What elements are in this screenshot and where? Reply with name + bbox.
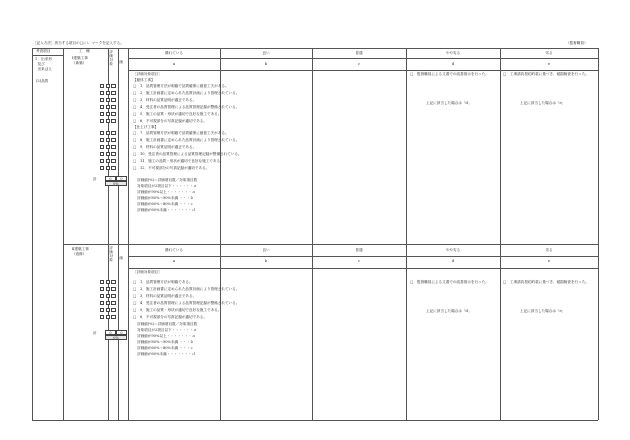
s1-item-11: □ 11．施工の品質・形状が適切で良好な施工である。	[133, 159, 224, 163]
s1-checks-9[interactable]	[100, 145, 116, 149]
s1-formula-3: 評価値が80%～90%未満 ・・・ｂ	[137, 196, 194, 200]
section1-label: Ⅰ建築工事 （新築）	[72, 56, 88, 65]
s1-checks-10[interactable]	[100, 152, 116, 156]
s1-item-6: □ 6．不可視部分の写真記録が適切である。	[133, 119, 207, 123]
s2-formula-2: 評価値が90%以上・・・・・・・ａ	[137, 334, 196, 338]
s2-checks-1[interactable]	[100, 280, 116, 284]
s2-formula-0: 評価値(%)＝評価項目数／対象項目数	[137, 322, 198, 326]
s2-tally-label: 計	[93, 331, 97, 335]
s2-formula-4: 評価値が60%～80%未満 ・・・ｃ	[137, 346, 194, 350]
level-poor-2: やや劣る	[445, 248, 461, 252]
instruction-text: ［記入方法］該当する項目の□にレ マークを記入する。	[33, 41, 124, 45]
s2-checks-3[interactable]	[100, 294, 116, 298]
level-excellent-2: 優れている	[165, 248, 183, 252]
level-good-2: 良い	[262, 248, 270, 252]
section2-label: Ⅱ建築工事 （改修）	[72, 247, 89, 256]
s1-checks-12[interactable]	[100, 166, 116, 170]
col-head-item: 考査項目	[36, 49, 51, 53]
level-excellent-1: 優れている	[165, 51, 183, 55]
s1-checks-8[interactable]	[100, 138, 116, 142]
level-normal-1: 普通	[355, 51, 363, 55]
s2-tally-b: 0	[116, 330, 127, 335]
s2-d-check[interactable]: □ 監督職員による文書での改善指示を行った。	[410, 280, 489, 284]
s2-checks-5[interactable]	[100, 308, 116, 312]
s1-item-3: □ 3．材料の品質証明が適正である。	[133, 98, 197, 102]
code-d-2: d	[451, 259, 455, 263]
s2-tally-pct: 0%	[105, 335, 127, 340]
s1-item-10: □ 10．受注者の品質管理による品質管理記録が整備されている。	[133, 152, 242, 156]
s2-formula-5: 評価値が60%未満・・・・・・・ｄ	[137, 352, 196, 356]
s1-checks-5[interactable]	[100, 112, 116, 116]
s1-item-4: □ 4．受注者の品質管理による品質管理記録が整備されている。	[133, 105, 240, 109]
s2-e-check[interactable]: □ 工事請負契約約款に基づき、破損検査を行った。	[503, 280, 589, 284]
s1-tally-a: 0	[105, 176, 116, 181]
s2-e-note: 上記に該当した場合は「e」	[520, 309, 566, 313]
code-a-1: a	[172, 62, 176, 66]
s1-formula-2: 評価値が90%以上・・・・・・・ａ	[137, 190, 196, 194]
item-quality: (2)品質	[36, 79, 49, 83]
s1-formula-4: 評価値が60%～80%未満 ・・・ｃ	[137, 202, 194, 206]
s2-tally-a: 0	[105, 330, 116, 335]
code-a-2: a	[172, 259, 176, 263]
eval-target-label-1: 評価対象	[109, 50, 113, 66]
s2-formula-3: 評価値が80%～90%未満 ・・・ｂ	[137, 340, 194, 344]
s1-formula-1: 対象項目が2項目以下・・・・・・ａ	[137, 184, 197, 188]
s2-item-6: □ 6．不可視部分の写真記録が適切である。	[133, 315, 207, 319]
s1-sub1: 【躯体工事】	[133, 78, 155, 82]
s2-item-3: □ 3．材料の品質証明が適正である。	[133, 294, 197, 298]
code-e-1: e	[547, 62, 551, 66]
s1-checks-2[interactable]	[100, 91, 116, 95]
supervisor-label: （監督職員）	[566, 41, 588, 45]
s1-d-check[interactable]: □ 監督職員による文書での改善指示を行った。	[410, 72, 489, 76]
eval-target-label-2: 評価対象	[109, 246, 113, 262]
s1-item-8: □ 8．施工計画書に定められた品質計画により管理されている。	[133, 138, 240, 142]
eval-col-label-1: 価	[119, 60, 123, 64]
s1-item-9: □ 9．材料の品質証明が適正である。	[133, 145, 197, 149]
s1-tally-pct: 0%	[105, 181, 127, 186]
s1-checks-11[interactable]	[100, 159, 116, 163]
s1-tally-b: 0	[116, 176, 127, 181]
s2-title: ［評価対象項目］	[133, 270, 162, 274]
s1-checks-4[interactable]	[100, 105, 116, 109]
level-bad-1: 劣る	[545, 51, 553, 55]
code-b-1: b	[264, 62, 268, 66]
s1-formula-0: 評価値(%)＝評価項目数／対象項目数	[137, 178, 198, 182]
s1-sub2: 【仕上げ工事】	[133, 125, 159, 129]
s1-item-2: □ 2．施工計画書に定められた品質計画により管理されている。	[133, 91, 240, 95]
s1-checks-3[interactable]	[100, 98, 116, 102]
level-normal-2: 普通	[355, 248, 363, 252]
s2-d-note: 上記に該当した場合は「d」	[426, 309, 472, 313]
s2-item-5: □ 5．施工の品質・形状が適切で良好な施工である。	[133, 308, 222, 312]
level-good-1: 良い	[262, 51, 270, 55]
s1-formula-5: 評価値が60%未満・・・・・・・ｄ	[137, 208, 196, 212]
s2-item-1: □ 1．品質管理方法が明確である。	[133, 280, 193, 284]
s1-checks-6[interactable]	[100, 119, 116, 123]
level-bad-2: 劣る	[545, 248, 553, 252]
code-e-2: e	[547, 259, 551, 263]
s1-checks-7[interactable]	[100, 131, 116, 135]
s1-checks-1[interactable]	[100, 84, 116, 88]
s1-title: ［評価対象項目］	[133, 72, 162, 76]
s1-item-7: □ 7．品質管理方法が明確で品質確保に創意工夫がある。	[133, 131, 229, 135]
s1-item-1: □ 1．品質管理方法が明確で品質確保に創意工夫がある。	[133, 84, 229, 88]
eval-col-label-2: 価	[119, 256, 123, 260]
s2-formula-1: 対象項目が2項目以下・・・・・・ａ	[137, 328, 197, 332]
code-b-2: b	[264, 259, 268, 263]
s1-e-note: 上記に該当した場合は「e」	[520, 101, 566, 105]
code-d-1: d	[451, 62, 455, 66]
s1-item-12: □ 12．不可視部分の写真記録が適切である。	[133, 166, 210, 170]
s2-checks-2[interactable]	[100, 287, 116, 291]
item-deliverable: ３．出来形 及び 出来ばえ	[34, 57, 52, 71]
s1-d-note: 上記に該当した場合は「d」	[426, 101, 472, 105]
level-poor-1: やや劣る	[445, 51, 461, 55]
s2-checks-4[interactable]	[100, 301, 116, 305]
s2-item-2: □ 2．施工計画書に定められた品質計画により管理されている。	[133, 287, 240, 291]
s1-item-5: □ 5．施工の品質・形状が適切で良好な施工である。	[133, 112, 222, 116]
col-head-type: 工 種	[79, 49, 90, 53]
s2-checks-6[interactable]	[100, 315, 116, 319]
s1-e-check[interactable]: □ 工事請負契約約款に基づき、破損検査を行った。	[503, 72, 589, 76]
s1-tally-label: 計	[93, 177, 97, 181]
code-c-2: c	[357, 259, 361, 263]
s2-item-4: □ 4．受注者の品質管理による品質管理記録が整備されている。	[133, 301, 240, 305]
code-c-1: c	[357, 62, 361, 66]
